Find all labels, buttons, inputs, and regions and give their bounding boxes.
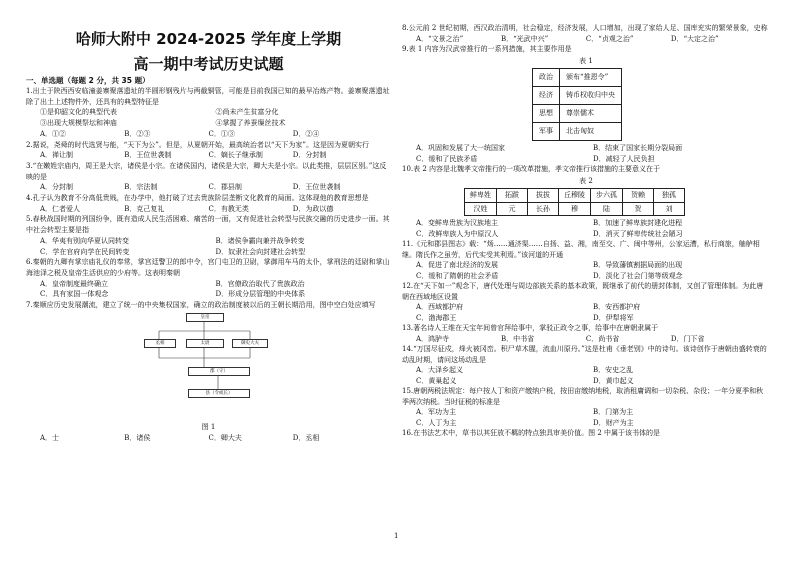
table-row [533,105,622,123]
answer-option[interactable]: B．②③ [124,129,151,138]
question-text: 16.在书法艺术中，草书以其狂放不羁的特点独具审美价值。图 2 中属于该书体的是 [402,429,661,437]
question-text: 12.在“天下如一”观念下，唐代处理与周边部族关系的基本政策，既继承了前代的册封体制，又创了管理体制。为此唐朝在西域地区设置 [402,282,764,301]
diagram-right: 御史大夫 [232,339,268,348]
table-cell: 颁布“推恩令” [560,69,622,87]
question-text: 1.出土于陕西西安临潼姜寨聚落遗址的半圆形钢残片与两截铜管，可能是目前我国已知的最早冶炼产物。姜寨聚落遗址除了出土上述物件外，还具有的典型特征是 [26,87,390,106]
answer-option[interactable]: B．门第为主 [593,408,634,416]
question-text: 4.孔子认为教育不分高低贵贱，在办学中，他打破了过去贵族阶层垄断文化教育的局面。这体现他的教育思想是 [26,194,369,203]
table-cell: 刘 [654,202,685,216]
table-cell: 穆 [559,202,591,216]
answer-option[interactable]: D．消灭了鲜卑传统社会陋习 [593,229,683,238]
question-text: 7.秦顺应历史发展潮流，建立了统一的中央集权国家，确立的政治制度被以后的王朝长期沿用，图中空白处应填写 [26,301,376,310]
answer-option[interactable]: C．卿大夫 [208,434,242,443]
figure-1-diagram [26,311,391,421]
answer-option[interactable]: B．官僚政治取代了贵族政治 [215,279,305,288]
table-cell: 陆 [591,202,623,216]
table-cell: 贺 [623,202,654,216]
answer-option[interactable]: B．诸侯争霸向兼并战争转变 [215,236,305,245]
answer-options [40,433,391,444]
question-text: 13.著名诗人王维在天宝年间曾官拜给事中，掌驳正政令之事，给事中在唐朝隶属于 [402,324,659,332]
answer-option[interactable]: C．人丁为主 [416,418,457,427]
table-2-caption: 表 2 [579,176,593,185]
answer-option[interactable]: C．“贞观之治” [585,34,634,43]
table-cell: 政治 [533,69,560,87]
answer-options [416,218,770,239]
answer-options [416,365,770,386]
answer-options [416,260,770,281]
answer-option[interactable]: D．分封制 [292,151,327,160]
question-text: 9.表 1 内容为汉武帝推行的一系列措施，其主要作用是 [402,45,572,53]
answer-options [416,143,770,164]
answer-option[interactable]: A．变鲜卑贵族为汉族地主 [416,219,499,227]
answer-option[interactable]: C．黄巢起义 [416,376,457,385]
left-column [26,86,391,444]
question-text: 10.表 2 内容是北魏孝文帝推行的一项改革措施，孝文帝推行该措施的主要意义在于 [402,165,661,173]
table-row [465,202,685,216]
answer-option[interactable]: C．郡县制 [208,183,242,192]
answer-option[interactable]: D．减轻了人民负担 [593,154,655,163]
answer-option[interactable]: B．结束了国家长期分裂局面 [593,144,683,152]
answer-option[interactable]: A．“文景之治” [416,34,464,43]
answer-options [416,334,770,345]
answer-option[interactable]: A．士 [40,434,60,443]
question-text: 14.“万国尽征戍，烽火被冈峦。积尸草木腥，流血川原丹。”这是杜甫《垂老别》中的诗句。该诗创作于唐朝由盛转衰的动乱时期，请问这场动乱是 [402,345,767,364]
diagram-connectors [26,311,391,421]
table-cell: 拔拔 [528,189,559,203]
section-heading: 一、单选题（每题 2 分，共 35 题） [26,76,150,85]
figure-1-caption: 图 1 [201,422,216,431]
answer-option[interactable]: C．尚书省 [585,334,620,343]
answer-option[interactable]: B．中书省 [500,334,535,343]
answer-option[interactable]: D．为政以德 [292,204,334,213]
answer-option[interactable]: C．有教无类 [208,204,249,213]
statement: ④掌握了养蚕缫丝技术 [215,119,286,128]
question-text: 6.秦朝的九卿有掌宗庙礼仪的奉常，掌宫廷警卫的郎中令，宫门屯卫的卫尉，掌御用车马的太仆，掌刑法的廷尉和掌山海池泽之税及皇帝生活供应的少府等。这表明秦朝 [26,258,390,277]
answer-options [416,407,770,428]
answer-option[interactable]: D．门下省 [670,334,705,343]
answer-option[interactable]: C．改鲜卑族人为中原汉人 [416,229,499,238]
table-cell: 思想 [533,105,560,123]
diagram-xian: 县（令或长） [188,389,250,398]
answer-option[interactable]: B．诸侯 [124,434,151,443]
answer-option[interactable]: C．学在官府向学在民间转变 [40,247,130,256]
table-cell: 北击匈奴 [560,123,622,141]
table-row [533,123,622,141]
question-text: 8.公元前 2 世纪初期，西汉政治清明，社会稳定，经济发展，人口增加，出现了家给人足、国库充实的繁荣景象，史称 [402,24,768,32]
answer-option[interactable]: A．大泽乡起义 [416,366,464,374]
table-cell: 步六孤 [591,189,623,203]
question-text: 15.唐朝两税法规定：每户按人丁和资产缴纳户税，按田亩缴纳地税，取消租庸调和一切杂税、杂役；一年分夏季和秋季两次纳税。当时征税的标准是 [402,387,764,406]
answer-option[interactable]: B．王位世袭制 [124,151,172,160]
question-text: 11.《元和郡县图志》载：“炀……通济渠……自扬、益、湘，南至交、广、闽中等州，公家运漕，私行商旅，舳舻相继。隋氏作之虽劳，后代实受其利焉。”该河道的开通 [402,240,760,259]
answer-option[interactable]: A．禅让制 [40,151,74,160]
answer-option[interactable]: D．形成分层管理的中央体系 [215,290,306,299]
table-cell: 经济 [533,87,560,105]
answer-option[interactable]: D．王位世袭制 [292,183,341,192]
question-text: 3.“在嫩姓宗庙内，周王是大宗，诸侯是小宗。在诸侯国内，诸侯是大宗，卿大夫是小宗。以此类推，层层区别。”这反映的是 [26,161,387,181]
right-column [402,23,770,439]
answer-option[interactable]: B．加速了鲜卑族封建化进程 [593,219,683,227]
answer-option[interactable]: C．嫡长子继承制 [208,151,263,160]
answer-option[interactable]: C．具有家国一体观念 [40,290,109,299]
diagram-middle: 太尉 [186,339,224,348]
table-row [465,189,685,203]
answer-option[interactable]: A．皇帝制度最终确立 [40,279,109,288]
answer-option[interactable]: B．安史之乱 [593,366,634,374]
question-text: 5.春秋战国时期的列国纷争，既有造成人民生活困难、痛苦的一面，又有促进社会转型与民族交融的历史进步一面。其中社会转型主要是指 [26,215,390,235]
answer-option[interactable]: C．缓和了隋朝的社会矛盾 [416,271,499,280]
answer-option[interactable]: A．分封制 [40,183,74,192]
answer-options [40,150,391,161]
answer-option[interactable]: B．宗法制 [124,183,158,192]
statement: ①是仰韶文化的典型代表 [40,108,117,117]
table-cell: 铸币权收归中央 [560,87,622,105]
answer-options [40,182,391,193]
table-cell: 独孤 [654,189,685,203]
answer-option[interactable]: A．华夷有别向华夏认同转变 [40,236,130,245]
table-row [533,69,622,87]
table-2 [464,188,685,216]
answer-option[interactable]: C．缓和了民族矛盾 [416,154,478,163]
answer-option[interactable]: D．淡化了社会门第等级观念 [593,271,683,280]
exam-title: 哈师大附中 2024-2025 学年度上学期 [75,30,342,48]
answer-option[interactable]: B．导致藩镇割据局面的出现 [593,261,683,269]
table-cell: 鲜卑姓 [465,189,497,203]
answer-option[interactable]: B．克己复礼 [124,204,165,213]
table-1-caption: 表 1 [579,56,593,65]
table-row [533,87,622,105]
table-cell: 贺赖 [623,189,654,203]
answer-option[interactable]: A．西域都护府 [416,303,464,311]
table-cell: 尊崇儒术 [560,105,622,123]
answer-option[interactable]: D．丞相 [292,434,320,443]
answer-option[interactable]: D．伊犁将军 [593,313,634,322]
answer-options [40,129,391,140]
answer-option[interactable]: D．黄巾起义 [593,376,634,385]
statement: ③出现大规模祭坛和神庙 [40,119,117,128]
answer-option[interactable]: A．巩固和发展了大一统国家 [416,144,506,152]
table-1 [532,68,622,141]
answer-options [40,279,391,300]
answer-options [416,34,770,45]
table-cell: 拓跋 [497,189,528,203]
diagram-left: 丞相 [144,339,176,348]
answer-option[interactable]: B．安西都护府 [593,303,641,311]
table-cell: 长孙 [528,202,559,216]
answer-option[interactable]: C．①③ [208,129,235,138]
answer-option[interactable]: D．②④ [292,129,320,138]
answer-options [40,204,391,215]
table-cell: 军事 [533,123,560,141]
table-cell: 元 [497,202,528,216]
answer-option[interactable]: A．①② [40,129,67,138]
diagram-emperor: 皇帝 [186,313,224,322]
sub-statements [40,107,391,128]
exam-subtitle: 高一期中考试历史试题 [133,55,284,73]
table-cell: 汉姓 [465,202,497,216]
answer-option[interactable]: A．仁者爱人 [40,204,81,213]
answer-option[interactable]: C．渤海郡王 [416,313,457,322]
answer-option[interactable]: D．奴隶社会向封建社会转型 [215,247,306,256]
answer-option[interactable]: A．促进了南北经济的发展 [416,261,499,269]
answer-options [40,236,391,257]
answer-options [416,302,770,323]
table-cell: 丘穆陵 [559,189,591,203]
answer-option[interactable]: B．“光武中兴” [500,34,549,43]
answer-option[interactable]: A．军功为主 [416,408,457,416]
answer-option[interactable]: D．“大定之治” [670,34,719,43]
statement: ②尚未产生贫富分化 [215,108,279,117]
diagram-jun: 郡（守） [188,367,250,376]
question-text: 2.据说，尧舜的时代选贤与能，“天下为公”。但是，从夏朝开始，最高统治者以“天下为家”。这是因为夏朝实行 [26,140,369,149]
answer-option[interactable]: A．鸿胪寺 [416,334,450,343]
page-number: 1 [394,532,399,540]
answer-option[interactable]: D．财产为主 [593,418,634,427]
